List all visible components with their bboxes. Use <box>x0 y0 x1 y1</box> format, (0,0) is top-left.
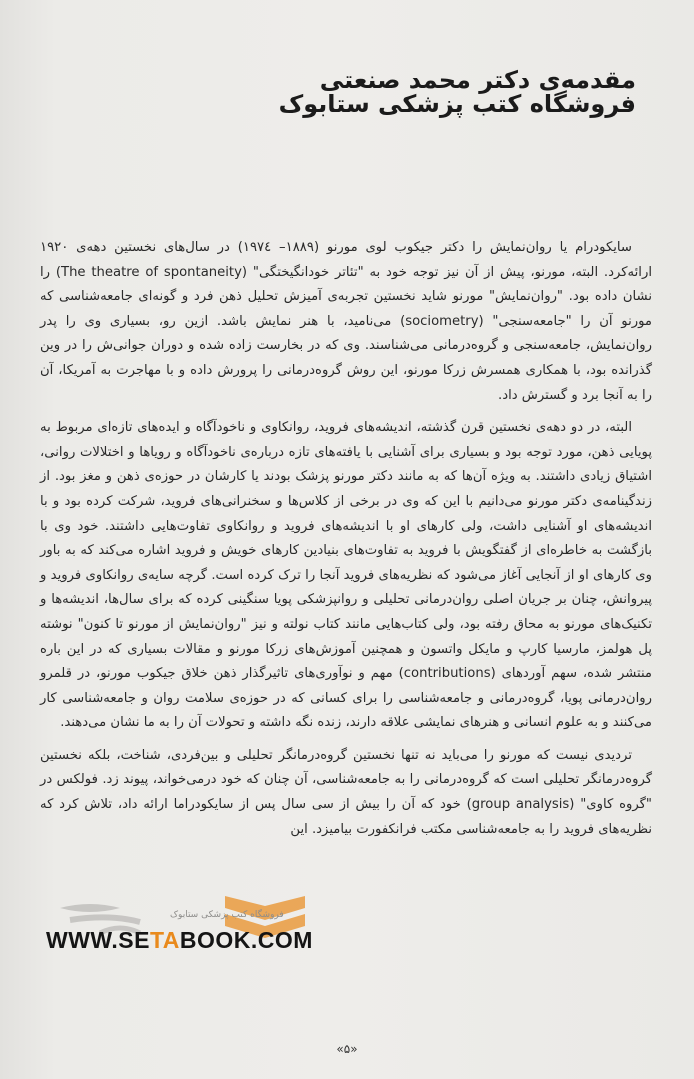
paragraph-3: تردیدی نیست که مورنو را می‌باید نه تنها نخستین گروه‌درمانگر تحلیلی و بین‌فردی، شناخت، بلکه نخستین گروه‌درمانگر تحلیلی است که گروه‌درمانی را به جامعه‌شناسی، آن چنان که خود درمی‌خواند، پیوند زد. فولکس در "گروه کاوی" (group analysis) خود که آن را بیش از سی سال پس از سایکودراما ارائه داد، تلاش کرد که نظریه‌های فروید را به جامعه‌شناسی مکتب فرانکفورت بیامیزد. این <box>40 747 653 837</box>
body-text <box>40 236 652 842</box>
page-number: «۵» <box>336 1042 358 1056</box>
watermark-url <box>46 927 313 954</box>
watermark-url-prefix: WWW.SE <box>46 927 150 953</box>
chapter-title <box>156 66 636 118</box>
watermark-url-suffix: BOOK.COM <box>179 927 313 953</box>
title-line-2: فروشگاه کتب پزشکی ستابوک <box>278 90 636 118</box>
title-line-1: مقدمه‌ی دکتر محمد صنعتی <box>319 66 636 94</box>
paragraph-1: سایکودرام یا روان‌نمایش را دکتر جیکوب لوی مورنو (۱۸۸۹– ۱۹۷٤) در سال‌های نخستین دهه‌ی ۱۹۲۰ ارائه‌کرد. البته، مورنو، پیش از آن نیز توجه خود به "تئاتر خودانگیختگی" (The theatre of spontaneity) را نشان داده بود. "روان‌نمایش" مورنو شاید نخستین تجربه‌ی آمیزش تحلیل ذهن فرد و گونه‌ای جامعه‌شناسی که مورنو آن را "جامعه‌سنجی" (sociometry) می‌نامید، با هنر نمایش باشد. ازین رو، بسیاری وی را پدر روان‌نمایش، جامعه‌سنجی و گروه‌درمانی می‌شناسند. وی که در بخارست زاده شده و دوران جوانی‌ش را در وین گذرانده بود، با همکاری همسرش زرکا مورنو، این روش گروه‌درمانی را پرورش داده و با مهاجرت به آمریکا، آن را به آنجا برد و گسترش داد. <box>40 240 652 403</box>
watermark-subtitle: فروشگاه کتب پزشکی ستابوک <box>170 910 284 920</box>
paragraph-2: البته، در دو دهه‌ی نخستین قرن گذشته، اندیشه‌های فروید، روانکاوی و ناخودآگاه و ایده‌های تازه‌ای مربوط به پویایی ذهن، مورد توجه بود و بسیاری برای آشنایی با یافته‌های تازه درباره‌ی ناخودآگاه و رویاها و اختلالات روانی، اشتیاق زیادی داشتند. به ویژه آن‌ها که به مانند دکتر مورنو پزشک بودند یا کارشان در حوزه‌ی ذهن و مغز بود. از زندگینامه‌ی دکتر مورنو می‌دانیم با این که وی در برخی از کلاس‌ها و سخنرانی‌های فروید، شرکت کرده بود و با اندیشه‌های او آشنایی داشت، ولی کارهای او با اندیشه‌های فروید و روانکاوی تفاوت‌هایی داشتند. خود وی با بازگشت به خاطره‌ای از گفتگویش با فروید به تفاوت‌های بنیادین کارهای خویش و فروید اشاره می‌کند که به باور وی کارهای او از آنجایی آغاز می‌شود که نظریه‌های فروید آنجا را ترک کرده است. گرچه سایه‌ی روانکاوی فروید و پیروانش، چنان بر جریان اصلی روان‌درمانی تحلیلی و روانپزشکی پویا سنگینی کرده که برای سال‌ها، اندیشه‌ها و تکنیک‌های مورنو به محاق رفته بود، ولی کتاب‌هایی مانند کتاب نولته و نیز "روان‌نمایش از مورنو تا کنون" نوشته پل هولمز، مارسیا کارپ و مایکل واتسون و همچنین آموزش‌های زرکا مورنو و مقالات بسیاری که در این باره منتشر شده، سهم آوردهای (contributions) مهم و نوآوری‌های تاثیرگذار ذهن خلاق جیکوب مورنو، در قلمرو روان‌درمانی پویا، گروه‌درمانی و جامعه‌شناسی را برای کسانی که در حوزه‌ی سلامت روان و جامعه‌شناسی کار می‌کنند و به علوم انسانی و هنرهای نمایشی علاقه دارند، زنده نگه داشته و تحولات آن را به ما نشان می‌دهند. <box>40 420 653 731</box>
watermark-url-accent: TA <box>149 927 180 953</box>
